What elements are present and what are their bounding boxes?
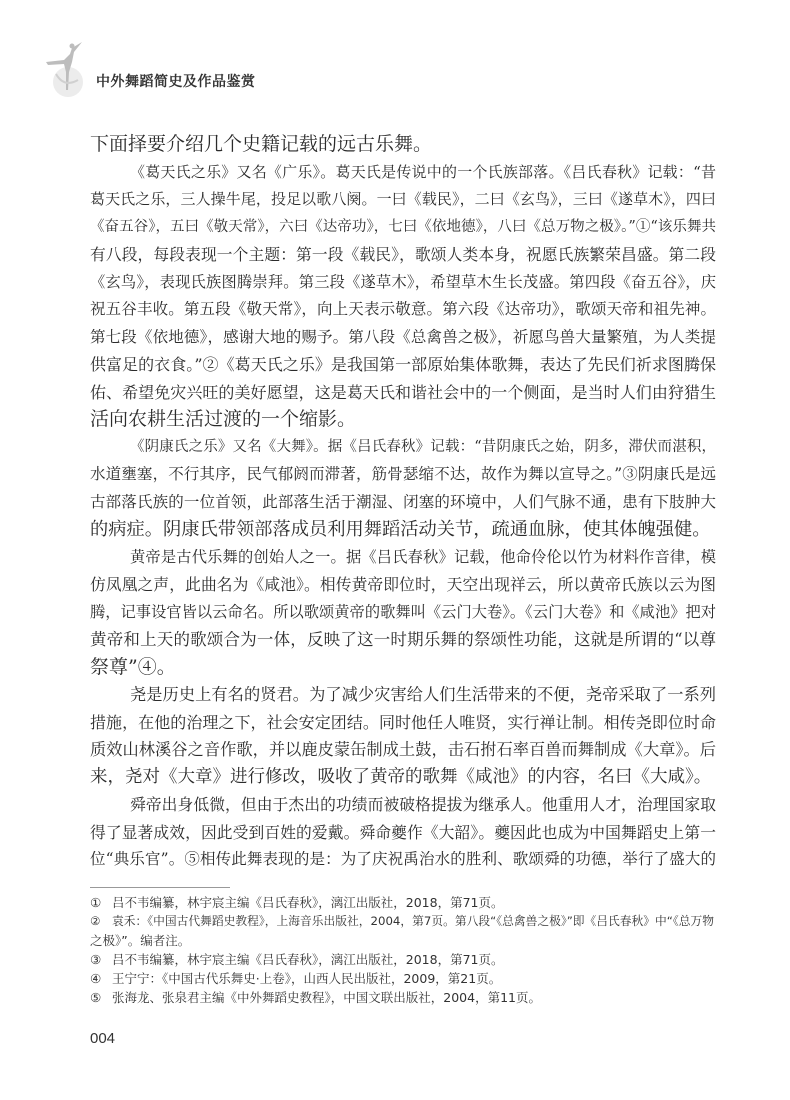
body-text xyxy=(90,131,716,874)
footnote-text: 张海龙、张泉君主编《中外舞蹈史教程》，中国文联出版社，2004，第11页。 xyxy=(112,990,541,1005)
footnote xyxy=(90,931,716,950)
text-line: 得了显著成效，因此受到百姓的爱戴。舜命夔作《大韶》。夔因此也成为中国舞蹈史上第一 xyxy=(90,822,716,842)
dancer-logo-icon xyxy=(42,40,94,98)
text-line: 黄帝和上天的歌颂合为一体，反映了这一时期乐舞的祭颂性功能，这就是所谓的“以尊 xyxy=(90,630,716,649)
footnote-text: 吕不韦编纂，林宇宸主编《吕氏春秋》，漓江出版社，2018，第71页。 xyxy=(112,895,504,910)
text-line: 葛天氏之乐，三人操牛尾，投足以歌八阕。一曰《载民》，二曰《玄鸟》，三曰《遂草木》，四曰 xyxy=(90,190,716,208)
footnotes xyxy=(90,893,716,1007)
text-line: 舜帝出身低微，但由于杰出的功绩而被破格提拔为继承人。他重用人才，治理国家取 xyxy=(130,795,716,814)
text-line: 下面择要介绍几个史籍记载的远古乐舞。 xyxy=(90,133,433,155)
running-title: 中外舞蹈简史及作品鉴赏 xyxy=(96,74,256,90)
text-line: 措施，在他的治理之下，社会安定团结。同时他任人唯贤，实行禅让制。相传尧即位时命 xyxy=(90,712,716,732)
text-line: 尧是历史上有名的贤君。为了减少灾害给人们生活带来的不便，尧帝采取了一系列 xyxy=(130,685,716,704)
footnote-text: 王宁宁：《中国古代乐舞史·上卷》，山西人民出版社，2009，第21页。 xyxy=(112,971,502,986)
text-line: 腾，记事设官皆以云命名。所以歌颂黄帝的歌舞叫《云门大卷》。《云门大卷》和《咸池》把对 xyxy=(90,602,716,621)
text-line: 古部落氏族的一位首领，此部落生活于潮湿、闭塞的环境中，人们气脉不通，患有下肢肿大 xyxy=(90,492,716,511)
footnote-number: ① xyxy=(90,895,102,910)
footnote-number: ③ xyxy=(90,952,102,967)
text-line: 的病症。阴康氏带领部落成员利用舞蹈活动关节，疏通血脉，使其体魄强健。 xyxy=(90,519,711,540)
footnote-text: 吕不韦编纂，林宇宸主编《吕氏春秋》，漓江出版社，2018，第71页。 xyxy=(112,952,504,967)
footnote-number: ④ xyxy=(90,971,102,986)
footnote xyxy=(90,988,716,1007)
text-line: 祝五谷丰收。第五段《敬天常》，向上天表示敬意。第六段《达帝功》，歌颂天帝和祖先神。 xyxy=(90,300,716,318)
text-line: 《奋五谷》，五曰《敬天常》，六曰《达帝功》，七曰《依地德》，八曰《总万物之极》。”①“该乐舞共 xyxy=(90,218,716,235)
footnote xyxy=(90,969,716,988)
footnote-text: 袁禾：《中国古代舞蹈史教程》，上海音乐出版社，2004，第7页。第八段“《总禽兽之极》”即《吕氏春秋》中“《总万物 xyxy=(112,914,715,928)
text-line: 仿凤凰之声，此曲名为《咸池》。相传黄帝即位时，天空出现祥云，所以黄帝氏族以云为图 xyxy=(90,575,716,594)
text-line: 《葛天氏之乐》又名《广乐》。葛天氏是传说中的一个氏族部落。《吕氏春秋》记载：“昔 xyxy=(130,162,716,181)
text-line: 水道壅塞，不行其序，民气郁阏而滞著，筋骨瑟缩不达，故作为舞以宣导之。”③阴康氏是远 xyxy=(90,465,716,483)
text-line: 供富足的衣食。”②《葛天氏之乐》是我国第一部原始集体歌舞，表达了先民们祈求图腾保 xyxy=(90,355,716,374)
footnote-text: 之极》”。编者注。 xyxy=(90,933,191,948)
footnote-divider xyxy=(90,887,230,888)
text-line: 黄帝是古代乐舞的创始人之一。据《吕氏春秋》记载，他命伶伦以竹为材料作音律，模 xyxy=(130,547,716,566)
text-line: 质效山林溪谷之音作歌，并以鹿皮蒙缶制成土鼓，击石拊石率百兽而舞制成《大章》。后 xyxy=(90,740,716,759)
footnote xyxy=(90,893,716,912)
text-line: 《玄鸟》，表现氏族图腾崇拜。第三段《遂草木》，希望草木生长茂盛。第四段《奋五谷》，庆 xyxy=(90,272,716,291)
text-line: 《阴康氏之乐》又名《大舞》。据《吕氏春秋》记载：“昔阴康氏之始，阴多，滞伏而湛积， xyxy=(130,438,716,455)
footnote-number: ② xyxy=(90,914,101,928)
text-line: 祭尊”④。 xyxy=(90,655,176,678)
text-line: 有八段，每段表现一个主题：第一段《载民》，歌颂人类本身，祝愿氏族繁荣昌盛。第二段 xyxy=(90,245,716,264)
text-line: 第七段《依地德》，感谢大地的赐予。第八段《总禽兽之极》，祈愿鸟兽大量繁殖，为人类提 xyxy=(90,327,716,346)
footnote xyxy=(90,912,716,931)
text-line: 活向农耕生活过渡的一个缩影。 xyxy=(90,408,357,430)
text-line: 佑、希望免灾兴旺的美好愿望，这是葛天氏和谐社会中的一个侧面，是当时人们由狩猎生 xyxy=(90,382,716,402)
text-line: 位“典乐官”。⑤相传此舞表现的是：为了庆祝禹治水的胜利、歌颂舜的功德，举行了盛大的 xyxy=(90,850,716,868)
footnote xyxy=(90,950,716,969)
footnote-number: ⑤ xyxy=(90,990,102,1005)
text-line: 来，尧对《大章》进行修改，吸收了黄帝的歌舞《咸池》的内容，名曰《大咸》。 xyxy=(90,766,712,787)
page-number: 004 xyxy=(90,1030,116,1047)
